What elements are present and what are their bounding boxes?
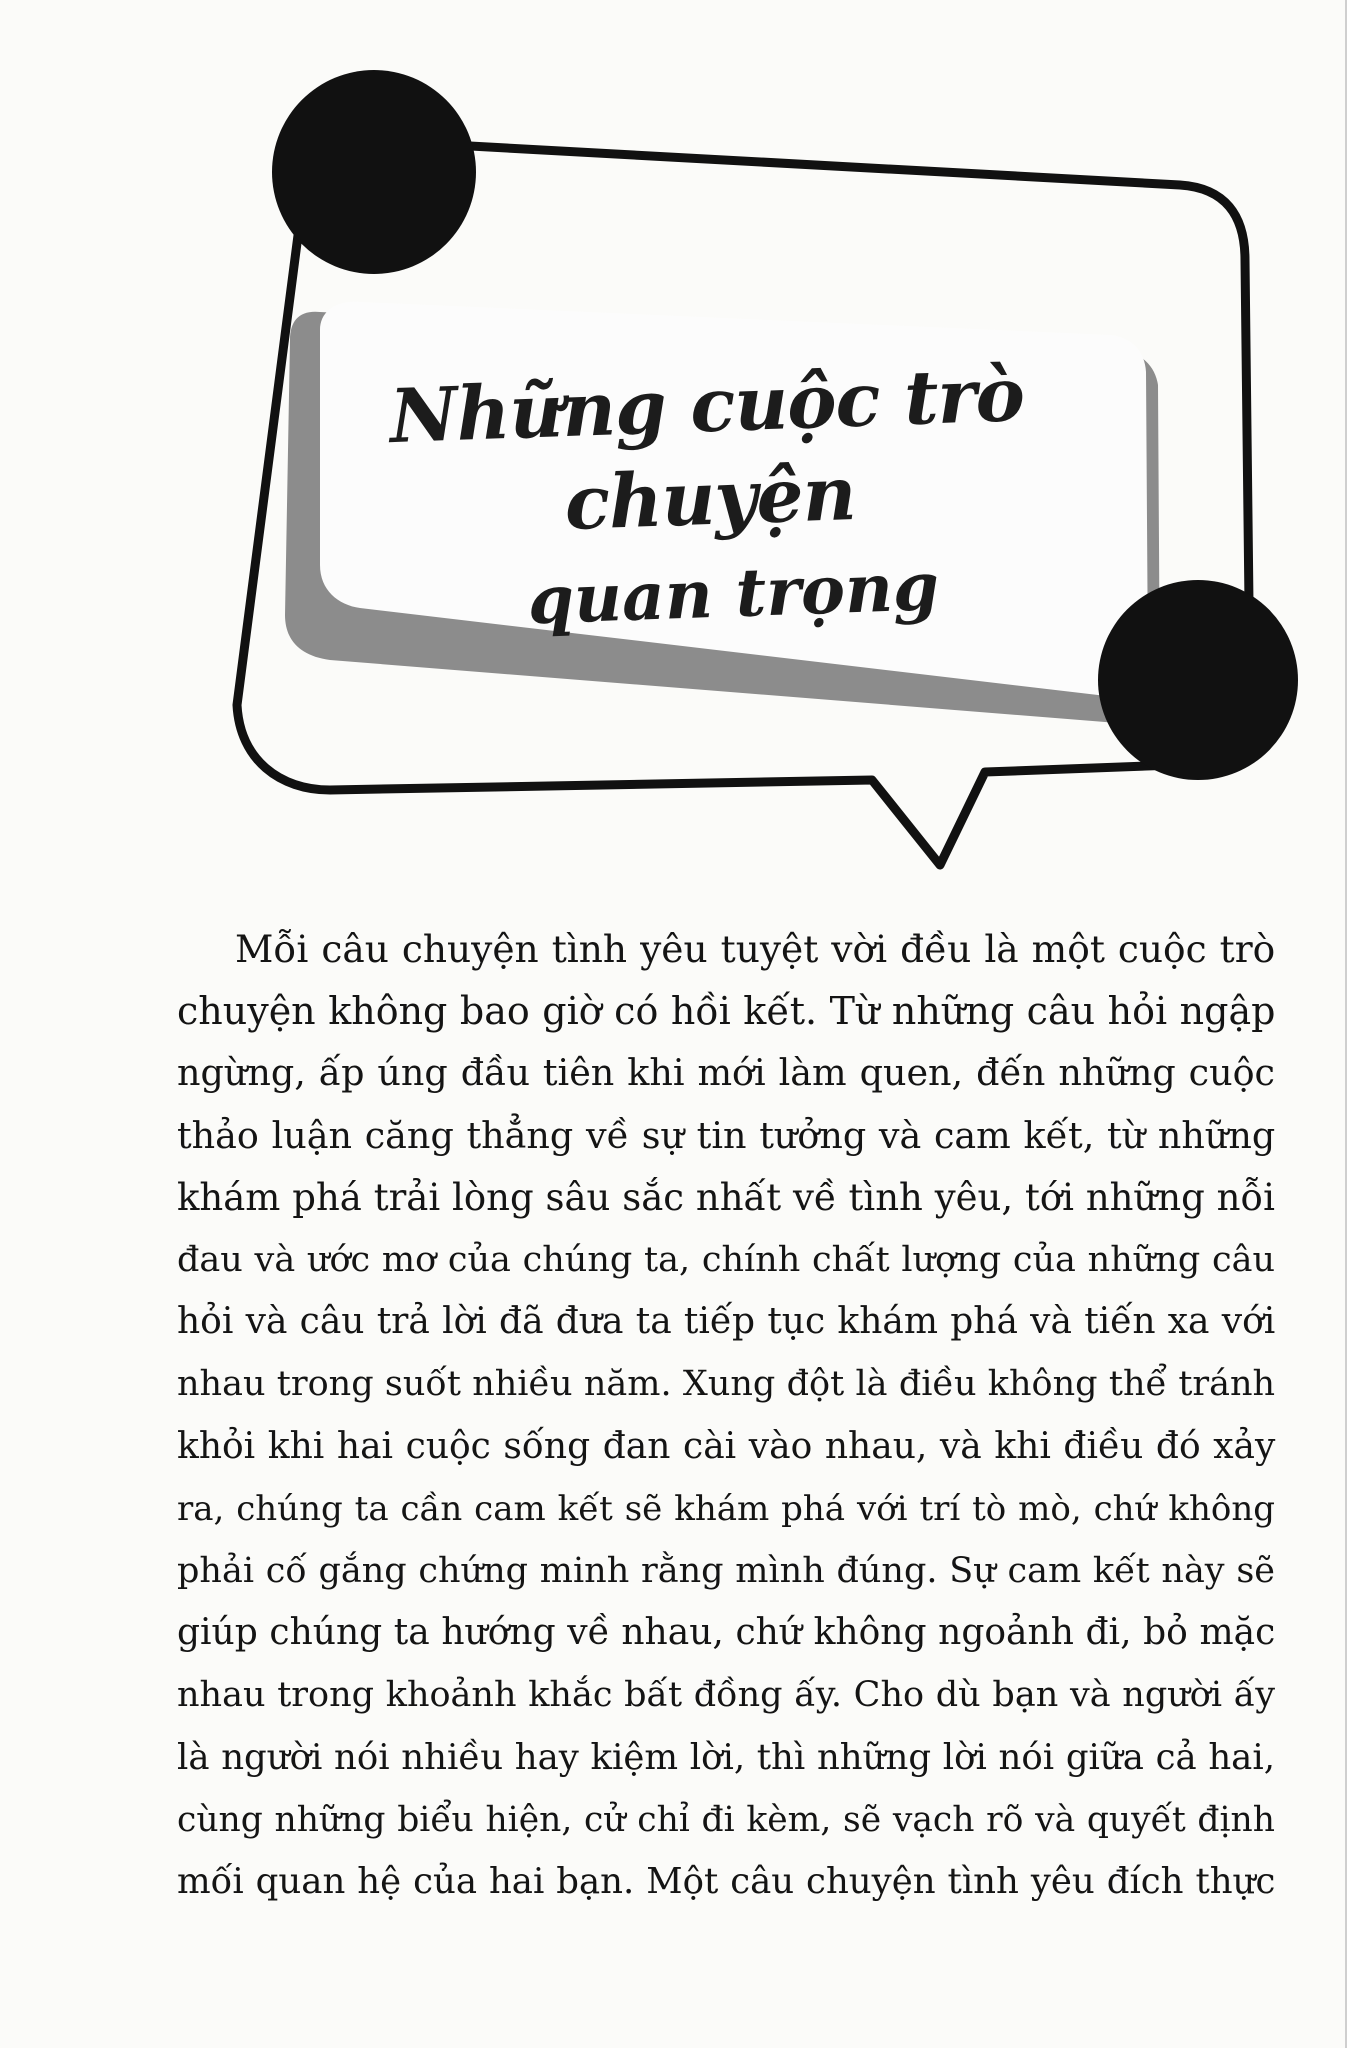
bottom-right-dot: [1098, 580, 1298, 780]
text-line: ngừng, ấp úng đầu tiên khi mới làm quen, đến những cuộc: [177, 1051, 1275, 1095]
text-line: hỏi và câu trả lời đã đưa ta tiếp tục khám phá và tiến xa với: [177, 1301, 1276, 1343]
text-line: giúp chúng ta hướng về nhau, chứ không ngoảnh đi, bỏ mặc: [177, 1612, 1276, 1654]
text-line: nhau trong suốt nhiều năm. Xung đột là điều không thể tránh: [177, 1364, 1276, 1405]
text-line: ra, chúng ta cần cam kết sẽ khám phá với trí tò mò, chứ không: [177, 1488, 1275, 1529]
text-line: cùng những biểu hiện, cử chỉ đi kèm, sẽ vạch rõ và quyết định: [177, 1799, 1275, 1840]
text-line: mối quan hệ của hai bạn. Một câu chuyện tình yêu đích thực: [177, 1861, 1276, 1903]
top-left-dot: [272, 70, 476, 274]
text-line: thảo luận căng thẳng về sự tin tưởng và cam kết, từ những: [177, 1113, 1276, 1157]
text-line: chuyện không bao giờ có hồi kết. Từ những câu hỏi ngập: [177, 989, 1276, 1034]
text-line: phải cố gắng chứng minh rằng mình đúng. Sự cam kết này sẽ: [177, 1551, 1275, 1592]
body-paragraph: [177, 918, 1275, 1913]
chapter-title-line-1: Những cuộc trò chuyện: [388, 352, 1026, 547]
text-line: khám phá trải lòng sâu sắc nhất về tình yêu, tới những nỗi: [177, 1175, 1275, 1219]
chapter-title: [325, 347, 1094, 649]
chapter-title-line-2: quan trọng: [526, 547, 941, 640]
text-line: nhau trong khoảnh khắc bất đồng ấy. Cho dù bạn và người ấy: [177, 1675, 1275, 1716]
text-line: Mỗi câu chuyện tình yêu tuyệt vời đều là một cuộc trò: [235, 927, 1276, 971]
text-line: khỏi khi hai cuộc sống đan cài vào nhau, và khi điều đó xảy: [177, 1425, 1276, 1467]
text-line: đau và ước mơ của chúng ta, chính chất lượng của những câu: [177, 1240, 1275, 1281]
text-line: là người nói nhiều hay kiệm lời, thì những lời nói giữa cả hai,: [177, 1736, 1275, 1778]
